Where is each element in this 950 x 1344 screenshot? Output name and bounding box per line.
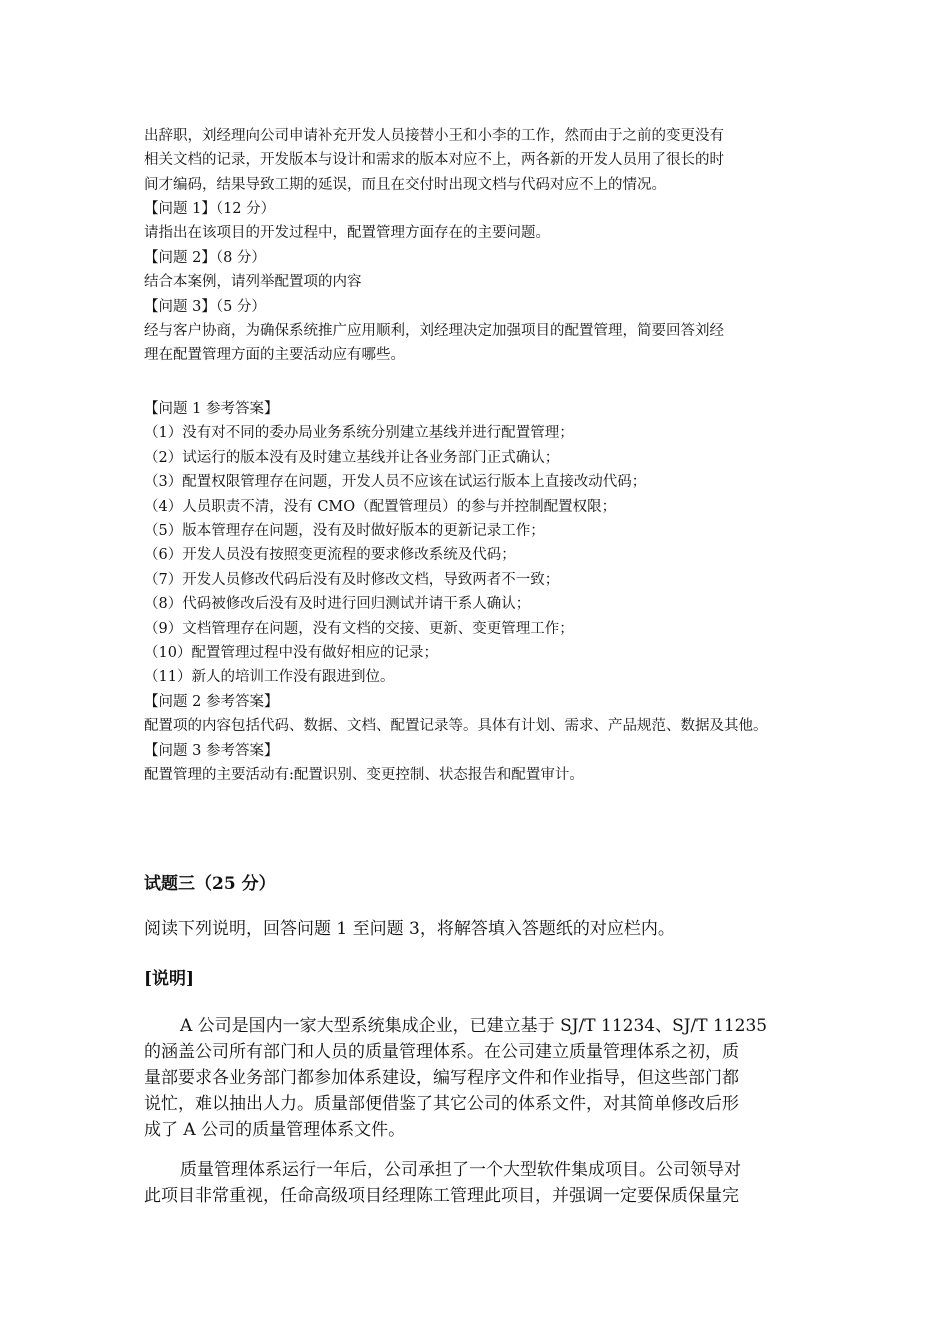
instruction-text: 阅读下列说明，回答问题 1 至问题 3，将解答填入答题纸的对应栏内。 xyxy=(144,919,675,939)
answer-1-title: 【问题 1 参考答案】 xyxy=(144,401,279,417)
answer-1-item: （4）人员职责不清，没有 CMO（配置管理员）的参与并控制配置权限； xyxy=(144,498,617,515)
answer-1-item: （2）试运行的版本没有及时建立基线并让各业务部门正式确认； xyxy=(144,449,560,466)
answer-1-item: （3）配置权限管理存在问题，开发人员不应该在试运行版本上直接改动代码； xyxy=(144,474,647,491)
answers-section xyxy=(144,397,824,788)
paragraph-line: 成了 A 公司的质量管理体系文件。 xyxy=(144,1120,406,1140)
paragraph-line: 的涵盖公司所有部门和人员的质量管理体系。在公司建立质量管理体系之初，质 xyxy=(144,1042,739,1062)
question-1-text: 请指出在该项目的开发过程中，配置管理方面存在的主要问题。 xyxy=(144,225,550,242)
answer-1-item: （7）开发人员修改代码后没有及时修改文档，导致两者不一致； xyxy=(144,571,560,588)
question-2-text: 结合本案例，请列举配置项的内容 xyxy=(144,274,362,291)
paragraph-line: 此项目非常重视，任命高级项目经理陈工管理此项目，并强调一定要保质保量完 xyxy=(144,1186,739,1206)
answer-1-item: （8）代码被修改后没有及时进行回归测试并请干系人确认； xyxy=(144,596,531,613)
description-paragraph-1 xyxy=(144,1013,824,1143)
paragraph-line: A 公司是国内一家大型系统集成企业，已建立基于 SJ/T 11234、SJ/T 11235 xyxy=(180,1016,768,1036)
intro-paragraph xyxy=(144,124,824,197)
answer-1-item: （1）没有对不同的委办局业务系统分别建立基线并进行配置管理； xyxy=(144,425,574,442)
section-3-title: 试题三（25 分） xyxy=(144,874,276,894)
answer-1-item: （11）新人的培训工作没有跟进到位。 xyxy=(144,669,395,686)
answer-3-title: 【问题 3 参考答案】 xyxy=(144,742,279,759)
intro-line: 出辞职，刘经理向公司申请补充开发人员接替小王和小李的工作，然而由于之前的变更没有 xyxy=(144,128,724,144)
question-3-text: 经与客户协商，为确保系统推广应用顺利，刘经理决定加强项目的配置管理，简要回答刘经 xyxy=(144,323,724,340)
answer-1-item: （9）文档管理存在问题，没有文档的交接、更新、变更管理工作； xyxy=(144,620,574,637)
answer-1-item: （10）配置管理过程中没有做好相应的记录； xyxy=(144,645,438,662)
description-label: [说明] xyxy=(144,969,195,989)
paragraph-line: 量部要求各业务部门都参加体系建设，编写程序文件和作业指导，但这些部门都 xyxy=(144,1068,739,1088)
question-3-text: 理在配置管理方面的主要活动应有哪些。 xyxy=(144,347,405,364)
answer-1-item: （5）版本管理存在问题，没有及时做好版本的更新记录工作； xyxy=(144,523,545,540)
answer-1-item: （6）开发人员没有按照变更流程的要求修改系统及代码； xyxy=(144,547,516,564)
section-3-instruction xyxy=(144,916,824,942)
question-1-title: 【问题 1】（12 分） xyxy=(144,201,276,217)
description-paragraph-2 xyxy=(144,1157,824,1209)
question-3-title: 【问题 3】（5 分） xyxy=(144,298,266,315)
question-2-title: 【问题 2】（8 分） xyxy=(144,249,266,266)
questions-section xyxy=(144,197,824,368)
paragraph-line: 说忙，难以抽出人力。质量部便借鉴了其它公司的体系文件，对其简单修改后形 xyxy=(144,1094,739,1114)
answer-2-text: 配置项的内容包括代码、数据、文档、配置记录等。具体有计划、需求、产品规范、数据及其他。 xyxy=(144,718,768,735)
intro-line: 间才编码，结果导致工期的延误，而且在交付时出现文档与代码对应不上的情况。 xyxy=(144,176,666,193)
answer-2-title: 【问题 2 参考答案】 xyxy=(144,693,279,710)
paragraph-line: 质量管理体系运行一年后，公司承担了一个大型软件集成项目。公司领导对 xyxy=(180,1160,741,1180)
intro-line: 相关文档的记录，开发版本与设计和需求的版本对应不上，两各新的开发人员用了很长的时 xyxy=(144,152,724,169)
answer-3-text: 配置管理的主要活动有:配置识别、变更控制、状态报告和配置审计。 xyxy=(144,767,584,784)
